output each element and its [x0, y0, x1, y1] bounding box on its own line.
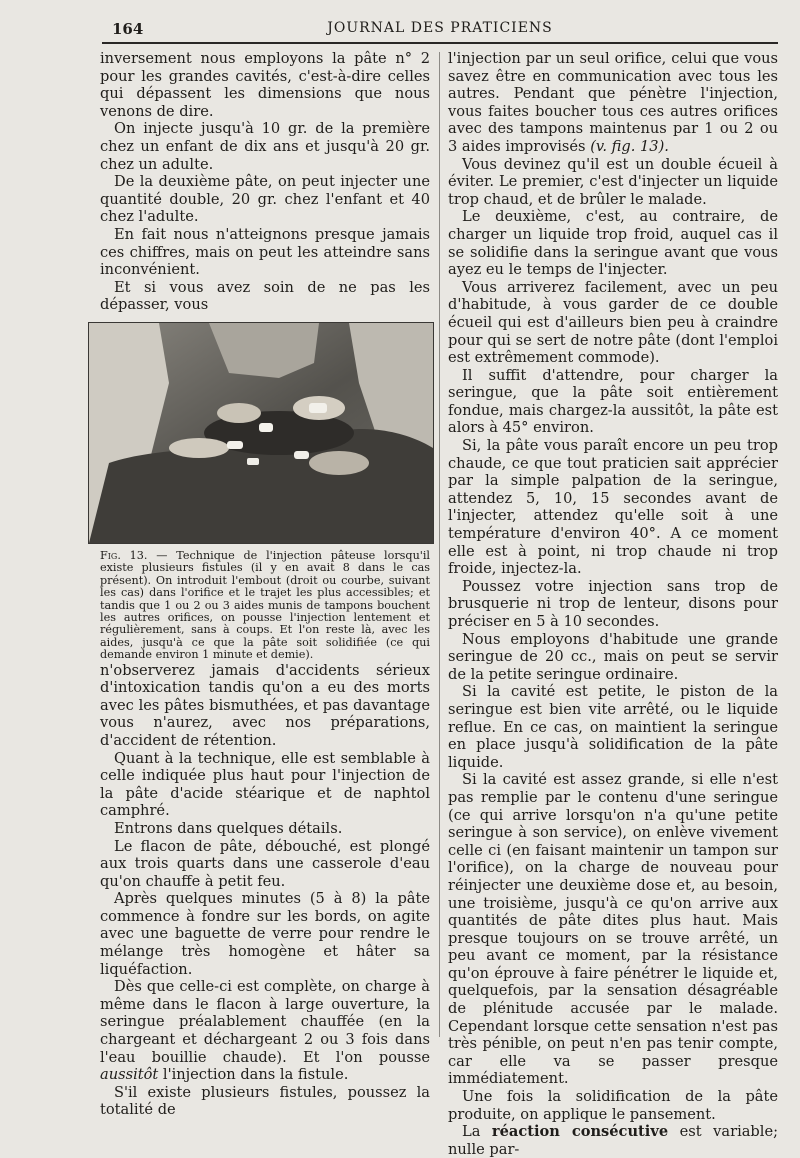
- paragraph: Si la cavité est assez grande, si elle n'est pas remplie par le contenu d'une seringue (ce qui arrive lorsqu'on n'a qu'une petite seringue à son service), on enlève vivement celle ci (en faisant maintenir un tampon sur l'orifice), on la charge de nouveau pour réinjecter une deuxième dose et, au besoin, une troisième, jusqu'à ce qu'on arrive aux quantités de pâte dites plus haut. Mais presque toujours on se trouve arrêté, un peu avant ce moment, par la résistance qu'on éprouve à faire pénétrer le liquide et, quelquefois, par la sensation désagréable de plénitude accusée par le malade. Cependant lorsque cette sensation n'est pas très pénible, on peut n'en pas tenir compte, car elle va se passer presque immédiatement.: [448, 771, 778, 1088]
- paragraph: De la deuxième pâte, on peut injecter une quantité double, 20 gr. chez l'enfant et 40 chez l'adulte.: [100, 173, 430, 226]
- paragraph-text: est variable; nulle par-: [448, 1123, 778, 1158]
- bold-term: réaction consécutive: [491, 1123, 669, 1141]
- figure-caption-text: — Technique de l'injection pâteuse lorsqu'il existe plusieurs fistules (il y en avait 8 dans le cas présent). On introduit l'embout (droit ou courbe, suivant les cas) dans l'orifice et le trajet les plus accessibles; et tandis que 1 ou 2 ou 3 aides munis de tampons bouchent les autres orifices, on pousse l'injection lentement et régulièrement, sans à coups. Et l'on reste là, avec les aides, jusqu'à ce que la pâte soit solidifiée (ce qui demande environ 1 minute et demie).: [100, 548, 431, 662]
- paragraph: Le flacon de pâte, débouché, est plongé aux trois quarts dans une casserole d'eau qu'on chauffe à petit feu.: [100, 837, 430, 890]
- paragraph: Vous arriverez facilement, avec un peu d'habitude, à vous garder de ce double écueil qui est d'ailleurs bien peu à craindre pour qui se sert de notre pâte (dont l'emploi est extrêmement commode).: [448, 278, 778, 367]
- injection-photo-image: [89, 323, 433, 543]
- paragraph-text: l'injection dans la fistule.: [158, 1066, 349, 1084]
- paragraph: En fait nous n'atteignons presque jamais ces chiffres, mais on peut les atteindre sans inconvénient.: [100, 225, 430, 279]
- paragraph: Vous devinez qu'il est un double écueil à éviter. Le premier, c'est d'injecter un liquide trop chaud, et de brûler le malade.: [448, 155, 778, 208]
- column-divider: [439, 52, 440, 1037]
- paragraph: Si la cavité est petite, le piston de la seringue est bien vite arrêté, ou le liquide reflue. En ce cas, on maintient la seringue en place jusqu'à solidification de la pâte liquide.: [448, 683, 778, 771]
- paragraph: Une fois la solidification de la pâte produite, on applique le pansement.: [448, 1088, 778, 1123]
- paragraph: [100, 978, 430, 1084]
- paragraph: On injecte jusqu'à 10 gr. de la première chez un enfant de dix ans et jusqu'à 20 gr. chez un adulte.: [100, 120, 430, 173]
- journal-title: JOURNAL DES PRATICIENS: [327, 20, 553, 36]
- paragraph: S'il existe plusieurs fistules, poussez la totalité de: [100, 1083, 430, 1119]
- left-column: [100, 50, 430, 1119]
- paragraph: [448, 1123, 778, 1158]
- paragraph: Poussez votre injection sans trop de brusquerie ni trop de lenteur, disons pour préciser en 5 à 10 secondes.: [448, 577, 778, 630]
- figure-caption: [100, 550, 430, 662]
- paragraph-text: l'injection par un seul orifice, celui que vous savez être en communication avec tous les autres. Pendant que pénètre l'injection, vous faites boucher tous ces autres orifices avec des tampons maintenus par 1 ou 2 ou 3 aides improvisés: [448, 50, 778, 155]
- right-column: [448, 50, 778, 1158]
- paragraph: inversement nous employons la pâte n° 2 pour les grandes cavités, c'est-à-dire celles qui dépassent les dimensions que nous venons de dire.: [100, 50, 430, 120]
- paragraph: Si, la pâte vous paraît encore un peu trop chaude, ce que tout praticien sait apprécier par la simple palpation de la seringue, attendez 5, 10, 15 secondes avant de l'injecter, attendez qu'elle soit à une température d'environ 40°. A ce moment elle est à point, ni trop chaude ni trop froide, injectez-la.: [448, 437, 778, 578]
- paragraph-text: Dès que celle-ci est complète, on charge à même dans le flacon à large ouverture, la seringue préalablement chauffée (en la chargeant et déchargeant 2 ou 3 fois dans l'eau bouillie chaude). Et l'on pousse: [100, 978, 430, 1066]
- paragraph: Entrons dans quelques détails.: [114, 819, 343, 837]
- figure-reference: (v. fig. 13).: [590, 137, 669, 155]
- paragraph: Après quelques minutes (5 à 8) la pâte commence à fondre sur les bords, on agite avec une baguette de verre pour rendre le mélange très homogène et hâter sa liquéfaction.: [100, 890, 430, 978]
- paragraph: Quant à la technique, elle est semblable à celle indiquée plus haut pour l'injection de la pâte d'acide stéarique et de naphtol camphré.: [100, 749, 430, 820]
- paragraph: Et si vous avez soin de ne pas les dépasser, vous: [100, 278, 430, 314]
- running-header: [102, 16, 778, 44]
- paragraph: Il suffit d'attendre, pour charger la seringue, que la pâte soit entièrement fondue, mais chargez-la aussitôt, la pâte est alors à 45° environ.: [448, 366, 778, 437]
- paragraph-text: La: [462, 1123, 492, 1141]
- paragraph: [448, 50, 778, 156]
- paragraph: n'observerez jamais d'accidents sérieux d'intoxication tandis qu'on a eu des morts avec les pâtes bismuthées, et pas davantage vous n'aurez, avec nos préparations, d'accident de rétention.: [100, 661, 430, 749]
- page-number: 164: [112, 20, 144, 38]
- figure-label: Fig. 13.: [100, 548, 148, 562]
- figure-photograph: [88, 322, 434, 544]
- emphasis-text: aussitôt: [100, 1066, 159, 1084]
- paragraph: Le deuxième, c'est, au contraire, de charger un liquide trop froid, auquel cas il se solidifie dans la seringue avant que vous ayez eu le temps de l'injecter.: [448, 208, 778, 279]
- paragraph: Nous employons d'habitude une grande seringue de 20 cc., mais on peut se servir de la petite seringue ordinaire.: [448, 630, 778, 683]
